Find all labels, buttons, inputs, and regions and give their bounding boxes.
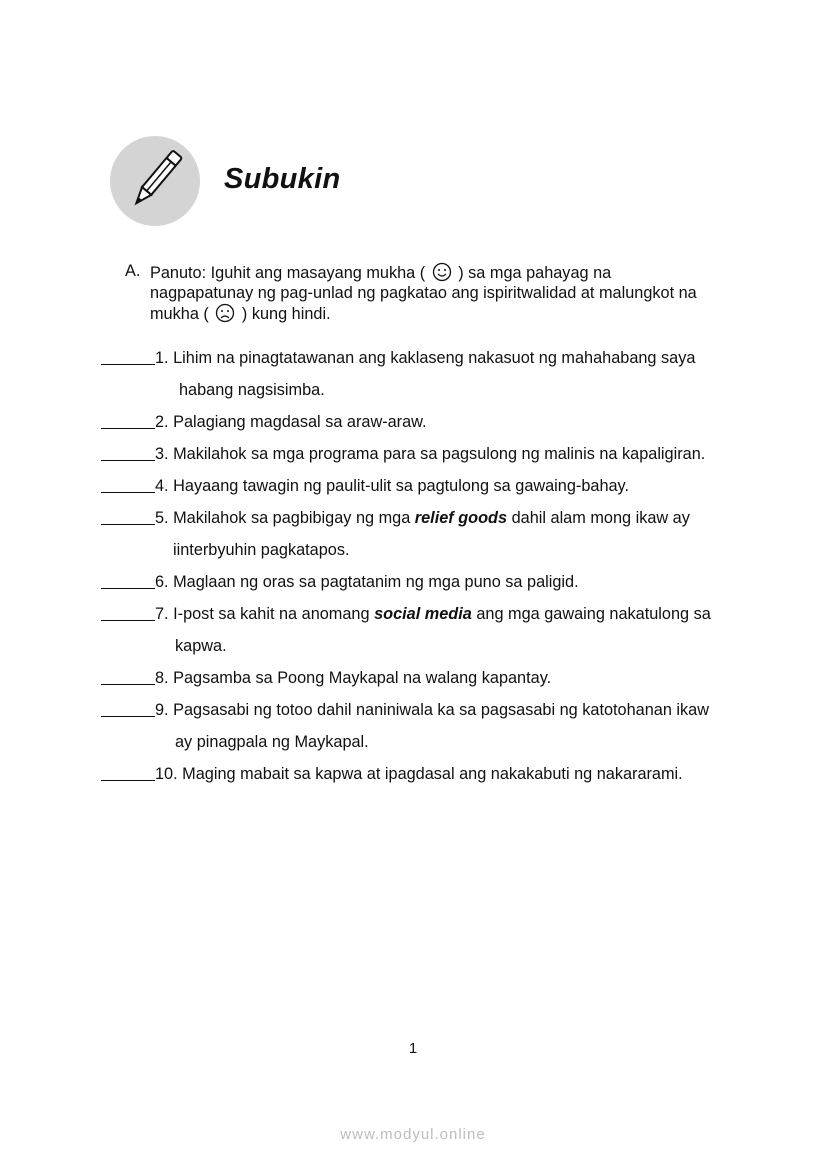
answer-blank[interactable]: [101, 476, 155, 493]
question-list: [101, 347, 751, 795]
list-item-continuation: kapwa.: [175, 637, 227, 655]
section-icon-badge: [110, 136, 200, 226]
list-item-continuation: ay pinagpala ng Maykapal.: [175, 733, 369, 751]
list-item: 10. Maging mabait sa kapwa at ipagdasal ang nakakabuti ng nakararami.: [101, 763, 751, 795]
instruction-text-3: nagpapatunay ng pag-unlad ng pagkatao ang ispiritwalidad at malungkot na: [150, 283, 697, 302]
answer-blank[interactable]: [101, 604, 155, 621]
answer-blank[interactable]: [101, 508, 155, 525]
list-item: 2. Palagiang magdasal sa araw-araw.: [101, 411, 751, 443]
instruction-text-5: ) kung hindi.: [241, 305, 331, 323]
list-item: 6. Maglaan ng oras sa pagtatanim ng mga puno sa paligid.: [101, 571, 751, 603]
instruction-text-4: mukha (: [150, 305, 209, 323]
pencil-icon: [124, 148, 186, 214]
answer-blank[interactable]: [101, 700, 155, 717]
instruction-text-2: ) sa mga pahayag na: [458, 264, 612, 282]
watermark: www.modyul.online: [340, 1126, 486, 1143]
answer-blank[interactable]: [101, 412, 155, 429]
list-item: 4. Hayaang tawagin ng paulit-ulit sa pagtulong sa gawaing-bahay.: [101, 475, 751, 507]
instruction-text-1: Panuto: Iguhit ang masayang mukha (: [150, 264, 426, 282]
answer-blank[interactable]: [101, 668, 155, 685]
instructions: [125, 262, 735, 325]
list-item: 8. Pagsamba sa Poong Maykapal na walang kapantay.: [101, 667, 751, 699]
answer-blank[interactable]: [101, 444, 155, 461]
list-item: 3. Makilahok sa mga programa para sa pagsulong ng malinis na kapaligiran.: [101, 443, 751, 475]
answer-blank[interactable]: [101, 764, 155, 781]
list-item: 9. Pagsasabi ng totoo dahil naniniwala ka sa pagsasabi ng katotohanan ikaw: [101, 699, 751, 731]
instruction-letter: A.: [125, 262, 141, 280]
list-item-continuation: iinterbyuhin pagkatapos.: [173, 541, 350, 559]
list-item: 7. I-post sa kahit na anomang social media ang mga gawaing nakatulong sa: [101, 603, 751, 635]
page-number: 1: [408, 1040, 418, 1057]
smiley-face-icon: [432, 262, 452, 282]
list-item-continuation: habang nagsisimba.: [179, 381, 325, 399]
list-item: 1. Lihim na pinagtatawanan ang kaklaseng nakasuot ng mahahabang saya: [101, 347, 751, 379]
answer-blank[interactable]: [101, 572, 155, 589]
list-item: 5. Makilahok sa pagbibigay ng mga relief goods dahil alam mong ikaw ay: [101, 507, 751, 539]
answer-blank[interactable]: [101, 348, 155, 365]
frowning-face-icon: [215, 303, 235, 323]
section-title: Subukin: [224, 163, 341, 195]
